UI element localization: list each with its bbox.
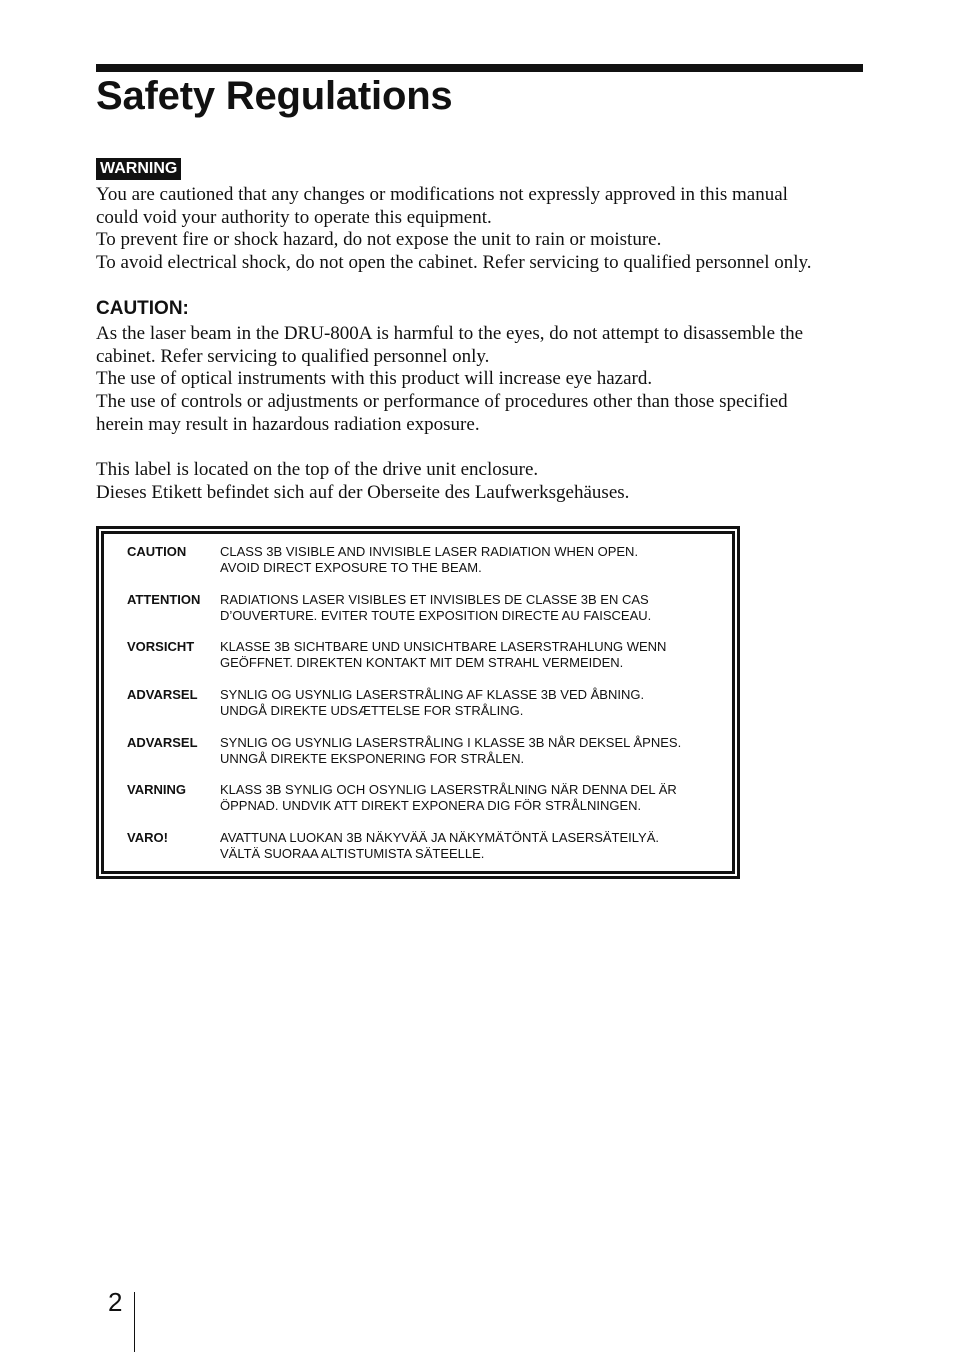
page-number: 2 bbox=[108, 1287, 123, 1317]
label-row-line: RADIATIONS LASER VISIBLES ET INVISIBLES DE CLASSE 3B EN CAS bbox=[220, 592, 649, 607]
label-row-line: CLASS 3B VISIBLE AND INVISIBLE LASER RADIATION WHEN OPEN. bbox=[220, 544, 639, 559]
label-row-line: AVOID DIRECT EXPOSURE TO THE BEAM. bbox=[220, 560, 482, 575]
label-row-line: UNDGÅ DIREKTE UDSÆTTELSE FOR STRÅLING. bbox=[220, 703, 524, 718]
caution-line: The use of optical instruments with this product will increase eye hazard. bbox=[96, 368, 653, 390]
label-row-line: D’OUVERTURE. EVITER TOUTE EXPOSITION DIRECTE AU FAISCEAU. bbox=[220, 608, 652, 623]
label-row-line: KLASSE 3B SICHTBARE UND UNSICHTBARE LASERSTRAHLUNG WENN bbox=[220, 639, 667, 654]
label-row-text bbox=[220, 592, 740, 624]
warning-line: To avoid electrical shock, do not open the cabinet. Refer servicing to qualified personnel only. bbox=[96, 252, 812, 274]
label-row-line: KLASS 3B SYNLIG OCH OSYNLIG LASERSTRÅLNING NÄR DENNA DEL ÄR bbox=[220, 782, 677, 797]
laser-label-inner-frame bbox=[101, 531, 735, 874]
label-row-heading: VARO! bbox=[127, 830, 168, 845]
caution-heading: CAUTION: bbox=[96, 298, 189, 319]
label-row-line: UNNGÅ DIREKTE EKSPONERING FOR STRÅLEN. bbox=[220, 751, 525, 766]
warning-line: could void your authority to operate this equipment. bbox=[96, 206, 492, 228]
label-row-heading: ATTENTION bbox=[127, 592, 201, 607]
caution-line: herein may result in hazardous radiation exposure. bbox=[96, 413, 480, 435]
caution-text bbox=[96, 323, 871, 437]
laser-warning-label bbox=[96, 526, 740, 879]
warning-badge: WARNING bbox=[96, 158, 181, 180]
label-row-heading: ADVARSEL bbox=[127, 735, 198, 750]
label-row-line: GEÖFFNET. DIREKTEN KONTAKT MIT DEM STRAHL VERMEIDEN. bbox=[220, 655, 624, 670]
label-row-line: VÄLTÄ SUORAA ALTISTUMISTA SÄTEELLE. bbox=[220, 846, 485, 861]
label-row-line: SYNLIG OG USYNLIG LASERSTRÅLING I KLASSE 3B NÅR DEKSEL ÅPNES. bbox=[220, 735, 682, 750]
label-location-line: Dieses Etikett befindet sich auf der Oberseite des Laufwerksgehäuses. bbox=[96, 481, 630, 503]
label-row-heading: CAUTION bbox=[127, 544, 187, 559]
caution-line: The use of controls or adjustments or performance of procedures other than those specified bbox=[96, 391, 788, 413]
caution-line: As the laser beam in the DRU-800A is harmful to the eyes, do not attempt to disassemble the bbox=[96, 323, 804, 344]
caution-line: cabinet. Refer servicing to qualified personnel only. bbox=[96, 345, 490, 367]
title-rule bbox=[96, 64, 863, 72]
warning-line: To prevent fire or shock hazard, do not expose the unit to rain or moisture. bbox=[96, 229, 662, 251]
page-number-rule bbox=[134, 1292, 135, 1352]
label-row-heading: VARNING bbox=[127, 782, 186, 797]
label-location-line: This label is located on the top of the drive unit enclosure. bbox=[96, 459, 539, 480]
label-row-line: ÖPPNAD. UNDVIK ATT DIREKT EXPONERA DIG FÖR STRÅLNINGEN. bbox=[220, 798, 642, 813]
label-row-line: AVATTUNA LUOKAN 3B NÄKYVÄÄ JA NÄKYMÄTÖNTÄ LASERSÄTEILYÄ. bbox=[220, 830, 659, 845]
warning-text bbox=[96, 184, 871, 275]
label-row-heading: VORSICHT bbox=[127, 639, 195, 654]
label-row-line: SYNLIG OG USYNLIG LASERSTRÅLING AF KLASSE 3B VED ÅBNING. bbox=[220, 687, 645, 702]
label-row-text bbox=[220, 639, 740, 671]
label-row-heading: ADVARSEL bbox=[127, 687, 198, 702]
label-row-text bbox=[220, 544, 740, 576]
page-title: Safety Regulations bbox=[96, 74, 453, 118]
label-row-text bbox=[220, 830, 740, 862]
warning-line: You are cautioned that any changes or modifications not expressly approved in this manual bbox=[96, 184, 788, 205]
label-location-text bbox=[96, 459, 871, 504]
label-row-text bbox=[220, 735, 740, 767]
label-row-text bbox=[220, 687, 740, 719]
label-row-text bbox=[220, 782, 740, 814]
